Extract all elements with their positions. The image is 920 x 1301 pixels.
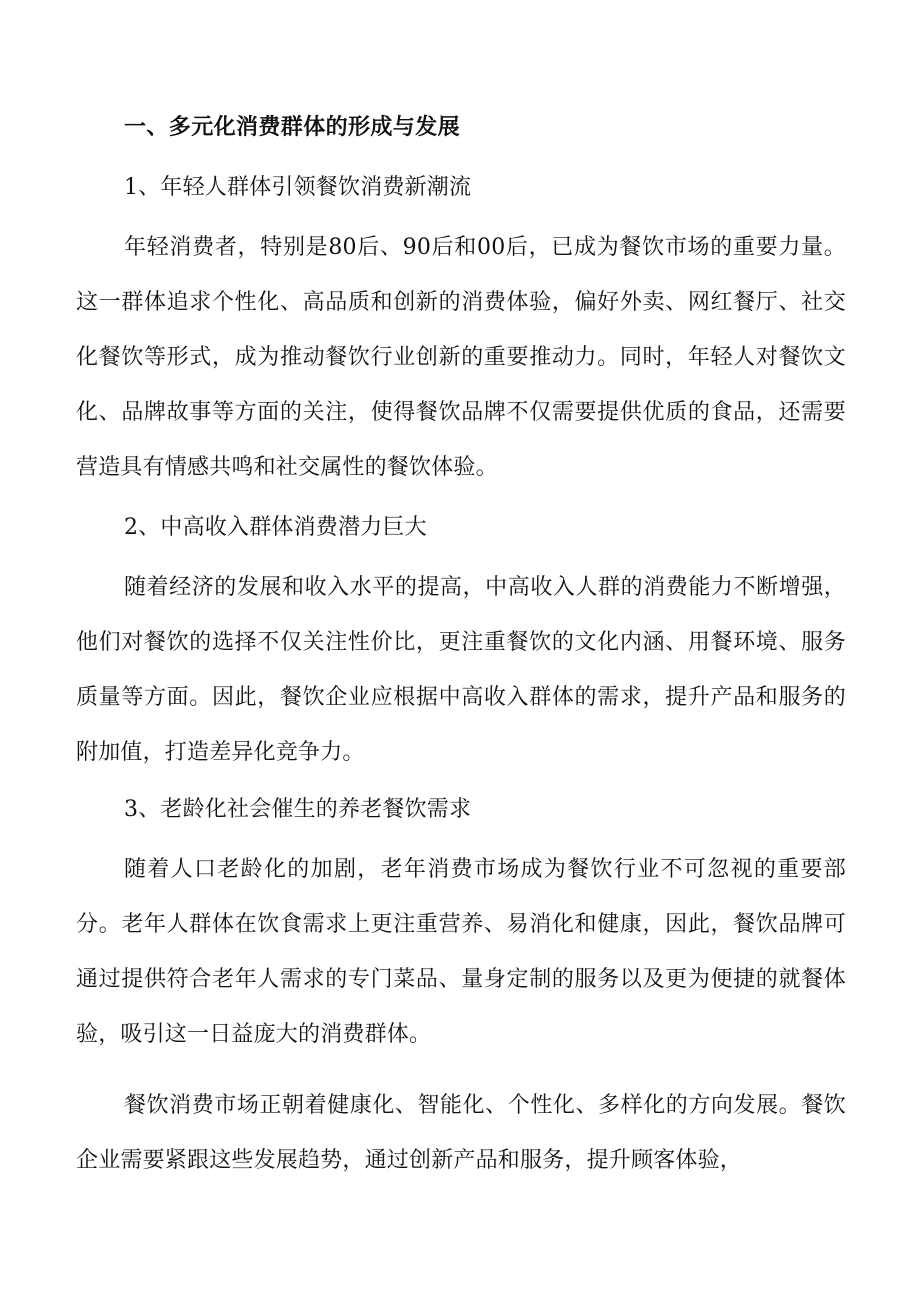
section-title-young-consumers: 1、年轻人群体引领餐饮消费新潮流 xyxy=(124,175,472,200)
paragraph-aging-society: 随着人口老龄化的加剧，老年消费市场成为餐饮行业不可忽视的重要部分。老年人群体在饮食需求上更注重营养、易消化和健康，因此，餐饮品牌可通过提供符合老年人需求的专门菜品、量身定制的服务以及更为便捷的就餐体验，吸引这一日益庞大的消费群体。 xyxy=(76,857,846,1047)
section-title-high-income: 2、中高收入群体消费潜力巨大 xyxy=(124,515,427,540)
paragraph-high-income: 随着经济的发展和收入水平的提高，中高收入人群的消费能力不断增强，他们对餐饮的选择不仅关注性价比，更注重餐饮的文化内涵、用餐环境、服务质量等方面。因此，餐饮企业应根据中高收入群体的需求，提升产品和服务的附加值，打造差异化竞争力。 xyxy=(76,575,846,765)
main-heading: 一、多元化消费群体的形成与发展 xyxy=(124,114,461,140)
paragraph-closing: 餐饮消费市场正朝着健康化、智能化、个性化、多样化的方向发展。餐饮企业需要紧跟这些发展趋势，通过创新产品和服务，提升顾客体验， xyxy=(76,1093,846,1173)
section-title-aging-society: 3、老龄化社会催生的养老餐饮需求 xyxy=(124,797,472,822)
paragraph-young-consumers: 年轻消费者，特别是80后、90后和00后，已成为餐饮市场的重要力量。这一群体追求个性化、高品质和创新的消费体验，偏好外卖、网红餐厅、社交化餐饮等形式，成为推动餐饮行业创新的重要推动力。同时，年轻人对餐饮文化、品牌故事等方面的关注，使得餐饮品牌不仅需要提供优质的食品，还需要营造具有情感共鸣和社交属性的餐饮体验。 xyxy=(76,235,846,480)
